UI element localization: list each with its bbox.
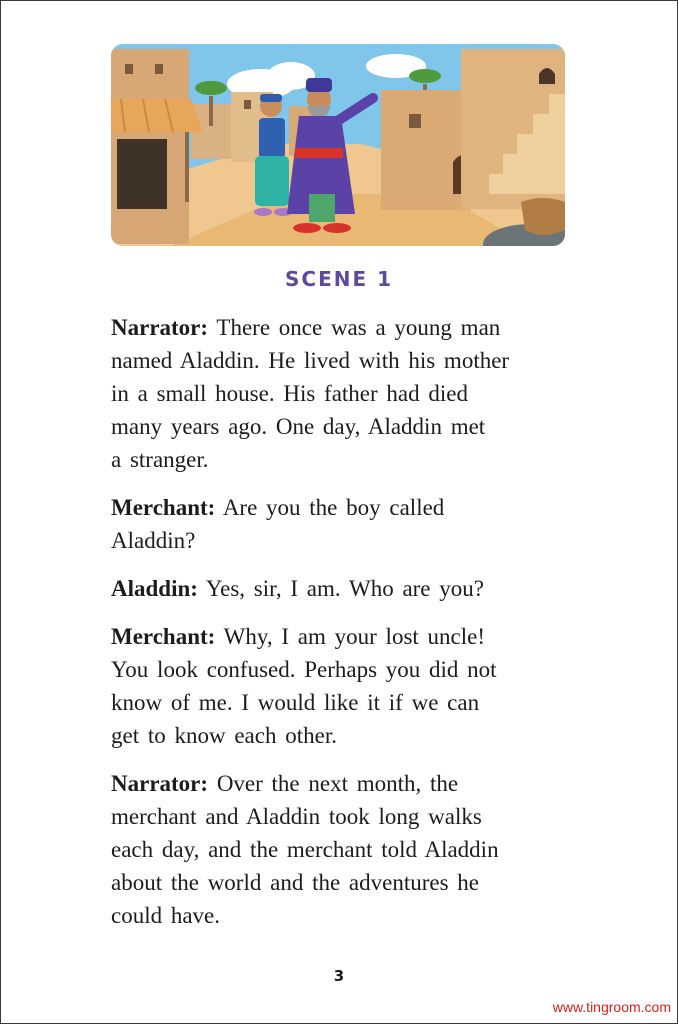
dialogue-line bbox=[111, 311, 581, 476]
speaker-name: Merchant: bbox=[111, 495, 216, 520]
dialogue-text: Yes, sir, I am. Who are you? bbox=[205, 576, 484, 601]
speaker-name: Narrator: bbox=[111, 315, 209, 340]
speaker-name: Narrator: bbox=[111, 771, 209, 796]
illustration-artwork bbox=[111, 44, 565, 246]
dialogue-text: Why, I am your lost uncle! You look confused. Perhaps you did not know of me. I would like it if we can get to know each other. bbox=[111, 624, 497, 748]
watermark-link[interactable]: www.tingroom.com bbox=[552, 999, 671, 1015]
dialogue-text: Are you the boy called Aladdin? bbox=[111, 495, 445, 553]
dialogue-line bbox=[111, 491, 581, 557]
dialogue-line bbox=[111, 767, 581, 932]
dialogue-text: Over the next month, the merchant and Aladdin took long walks each day, and the merchant told Aladdin about the world and the adventures he could have. bbox=[111, 771, 499, 928]
dialogue-line bbox=[111, 620, 581, 752]
street-scene-illustration bbox=[111, 44, 565, 246]
dialogue-line bbox=[111, 572, 581, 605]
dialogue-text: There once was a young man named Aladdin. He lived with his mother in a small house. His father had died many years ago. One day, Aladdin met a stranger. bbox=[111, 315, 510, 472]
speaker-name: Aladdin: bbox=[111, 576, 198, 601]
speaker-name: Merchant: bbox=[111, 624, 216, 649]
script-body bbox=[111, 311, 581, 947]
page-number: 3 bbox=[333, 967, 345, 985]
scene-heading: SCENE 1 bbox=[284, 267, 394, 291]
